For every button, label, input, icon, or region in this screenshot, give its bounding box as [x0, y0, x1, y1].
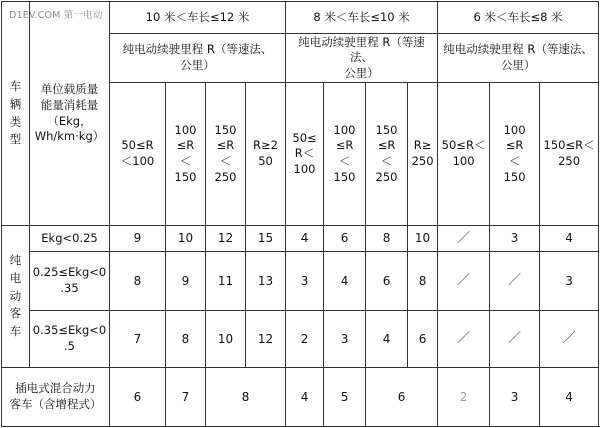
table-cell: 4 [286, 368, 324, 427]
table-row [2, 226, 599, 252]
table-cell: 3 [286, 252, 324, 311]
table-cell: 15 [246, 226, 286, 252]
table-cell: 8 [366, 226, 408, 252]
bin-10-12m-4: R≥2 50 [246, 83, 286, 226]
table-cell: 5 [324, 368, 366, 427]
group-title-10-12m: 10 米＜车长≤12 米 [110, 2, 286, 34]
range-label-10-12m: 纯电动续驶里程 R（等速法、 公里） [110, 34, 286, 83]
bin-6-8m-3: 150≤R＜ 250 [540, 83, 599, 226]
table-cell: 6 [366, 368, 438, 427]
table-cell: 3 [324, 311, 366, 368]
table-cell: ／ [438, 311, 490, 368]
group-title-8-10m: 8 米＜车长≤10 米 [286, 2, 438, 34]
table-cell: 11 [206, 252, 246, 311]
bin-8-10m-4: R≥ 250 [408, 83, 438, 226]
table-cell: 4 [324, 252, 366, 311]
range-label-8-10m: 纯电动续驶里程 R（等速法、 公里） [286, 34, 438, 83]
table-cell: 3 [540, 252, 599, 311]
bin-8-10m-3: 150 ≤R ＜ 250 [366, 83, 408, 226]
table-cell: 8 [206, 368, 286, 427]
watermark-text: D1EV.COM 第一电动 [8, 7, 104, 21]
table-cell: 6 [366, 252, 408, 311]
table-cell: 12 [206, 226, 246, 252]
table-cell: 10 [166, 226, 206, 252]
bin-8-10m-2: 100 ≤R ＜ 150 [324, 83, 366, 226]
range-label-6-8m: 纯电动续驶里程 R（等速法、 公里） [438, 34, 599, 83]
table-cell: 2 [286, 311, 324, 368]
table-cell: 3 [490, 368, 540, 427]
bin-10-12m-1: 50≤R ＜100 [110, 83, 166, 226]
ekg-range-label: 0.35≤Ekg<0 .5 [30, 311, 110, 368]
table-cell: ／ [540, 311, 599, 368]
ekg-range-label: 0.25≤Ekg<0 .35 [30, 252, 110, 311]
subsidy-standard-table [1, 1, 599, 427]
table-cell: 6 [110, 368, 166, 427]
vehicle-type-header: 车 辆 类 型 [2, 2, 30, 226]
table-cell: 10 [408, 226, 438, 252]
table-cell: 9 [110, 226, 166, 252]
table-cell: 12 [246, 311, 286, 368]
group-title-6-8m: 6 米＜车长≤8 米 [438, 2, 599, 34]
table-cell: 8 [166, 311, 206, 368]
bin-10-12m-3: 150 ≤R ＜ 250 [206, 83, 246, 226]
table-cell: ／ [438, 252, 490, 311]
bin-8-10m-1: 50≤ R＜ 100 [286, 83, 324, 226]
table-row [2, 252, 599, 311]
table-cell: 4 [540, 226, 599, 252]
table-cell: ／ [490, 252, 540, 311]
table-cell: 4 [286, 226, 324, 252]
table-cell: 4 [540, 368, 599, 427]
table-cell: 9 [166, 252, 206, 311]
table-cell: 7 [110, 311, 166, 368]
table-cell: ／ [490, 311, 540, 368]
table-cell: 6 [324, 226, 366, 252]
table-row [2, 368, 599, 427]
table-cell: 3 [490, 226, 540, 252]
header-row-length [2, 2, 599, 34]
table-cell: 13 [246, 252, 286, 311]
unit-energy-header: 单位载质量 能量消耗量 （Ekg， Wh/km·kg） [30, 2, 110, 226]
table-cell: 10 [206, 311, 246, 368]
bin-10-12m-2: 100 ≤R ＜ 150 [166, 83, 206, 226]
table-cell: 8 [408, 252, 438, 311]
pure-ev-label: 纯 电 动 客 车 [2, 226, 30, 368]
bin-6-8m-1: 50≤R＜ 100 [438, 83, 490, 226]
table-cell: 8 [110, 252, 166, 311]
bin-6-8m-2: 100 ≤R ＜ 150 [490, 83, 540, 226]
phev-label: 插电式混合动力 客车（含增程式） [2, 368, 110, 427]
table-cell: 4 [366, 311, 408, 368]
table-cell: ／ [438, 226, 490, 252]
table-cell: 7 [166, 368, 206, 427]
table-cell: 2 [438, 368, 490, 427]
table-row [2, 311, 599, 368]
table-cell: 6 [408, 311, 438, 368]
ekg-range-label: Ekg<0.25 [30, 226, 110, 252]
